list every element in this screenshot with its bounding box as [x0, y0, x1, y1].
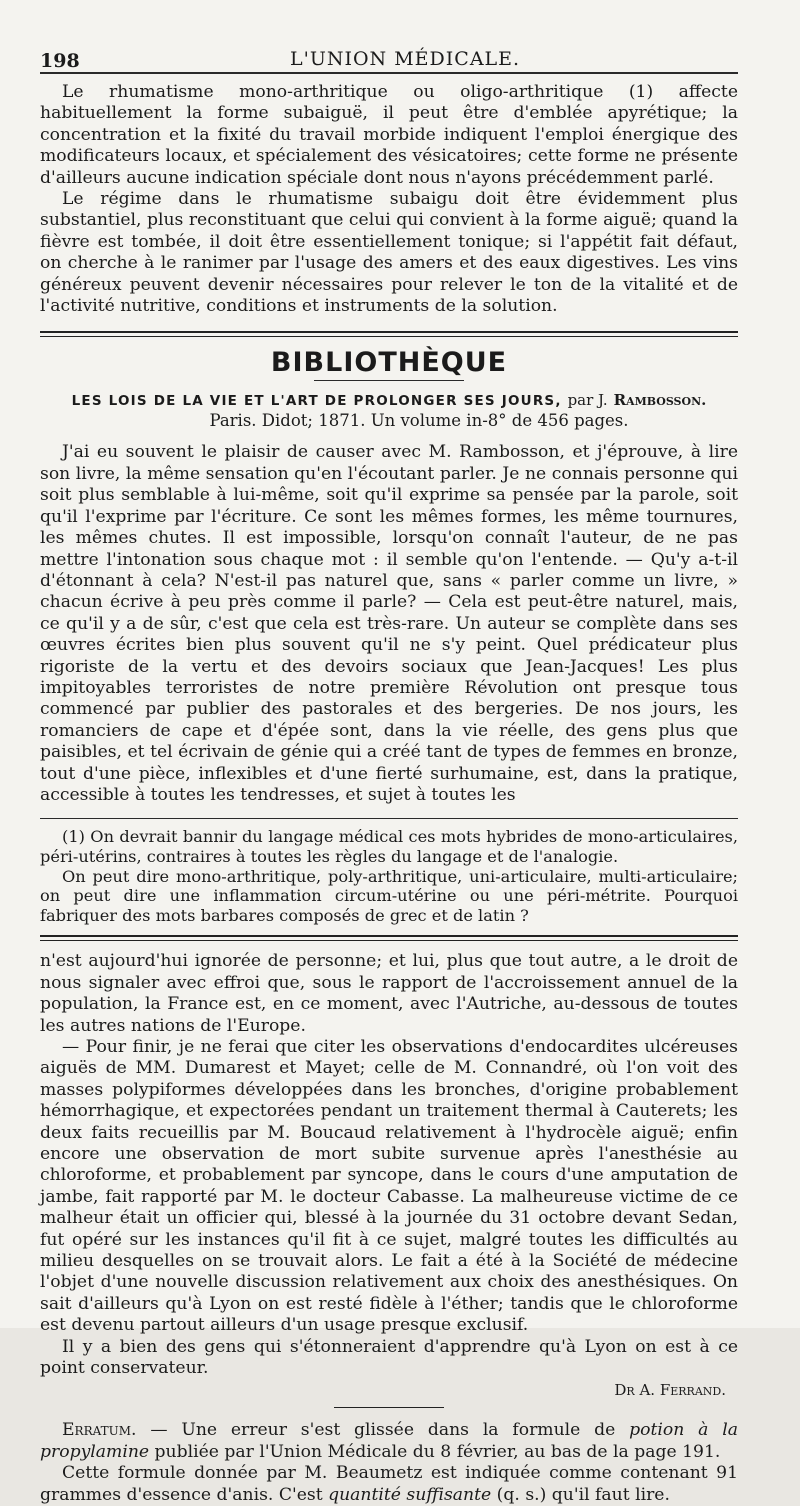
erratum-paragraph-1 — [40, 1420, 738, 1463]
review-paragraph: J'ai eu souvent le plaisir de causer avec M. Rambosson, et j'éprouve, à lire son livre, la même sensation qu'en l'écoutant parler. Je ne connais personne qui soit plus semblable à lui-même, soit qu'il exprime sa pensée par la parole, soit qu'il l'exprime par l'écriture. Ce sont les mêmes formes, les même tournures, les mêmes chutes. Il est impossible, lorsqu'on connaît l'auteur, de ne pas mettre l'intonation sous chaque mot : il semble qu'on l'entende. — Qu'y a-t-il d'étonnant à cela? N'est-il pas naturel que, sans « parler comme un livre, » chacun écrive à peu près comme il parle? — Cela est peut-être naturel, mais, ce qu'il y a de sûr, c'est que cela est très-rare. Un auteur se complète dans ses œuvres écrites bien plus souvent qu'il ne s'y peint. Quel prédicateur plus rigoriste de la vertu et des devoirs sociaux que Jean-Jacques! Les plus impitoyables terroristes de notre première Révolution ont presque tous commencé par publier des pastorales et des bergeries. De nos jours, les romanciers de cape et d'épée sont, dans la vie réelle, des gens plus que paisibles, et tel écrivain de génie qui a créé tant de types de femmes en bronze, tout d'une pièce, inflexibles et d'une fierté surhumaine, est, dans la pratique, accessible à toutes les tendresses, et sujet à toutes les — [40, 442, 738, 805]
signature: Dr A. Ferrand. — [614, 1381, 726, 1400]
footnote-rule — [40, 818, 738, 819]
erratum-formula: potion à la propylamine — [40, 1420, 738, 1462]
footnote-paragraph-2: On peut dire mono-arthritique, poly-arthritique, uni-articulaire, multi-articulaire; on peut dire une inflammation circum-utérine ou une péri-métrite. Pourquoi fabriquer des mots barbares composés de grec et de latin ? — [40, 866, 738, 925]
continuation-paragraph-2: — Pour finir, je ne ferai que citer les observations d'endocardites ulcéreuses aiguës de MM. Dumarest et Mayet; celle de M. Connandré, où l'on voit des masses polypiformes développées dans les bronches, d'origine probablement hémorrhagique, et expectorées pendant un traitement thermal à Cauterets; les deux faits recueillis par M. Boucaud relativement à l'hydrocèle aiguë; enfin encore une observation de mort subite survenue après l'anesthésie au chloroforme, et probablement par syncope, dans le cours d'une amputation de jambe, fait rapporté par M. le docteur Cabasse. La malheureuse victime de ce malheur était un officier qui, blessé à la journée du 31 octobre devant Sedan, fut opéré sur les instances qu'il fit à ce sujet, malgré toutes les difficultés au milieu desquelles on se trouvait alors. Le fait a été à la Société de médecine l'objet d'une nouvelle discussion relativement aux choix des anesthésiques. On sait d'ailleurs qu'à Lyon on est resté fidèle à l'éther; tandis que le chloroforme est devenu partout ailleurs d'un usage presque exclusif. — [40, 1036, 738, 1336]
intro-paragraph-2: Le régime dans le rhumatisme subaigu doit être évidemment plus substantiel, plus reconstituant que celui qui convient à la forme aiguë; quand la fièvre est tombée, il doit être essentiellement tonique; si l'appétit fait défaut, on cherche à le ranimer par l'usage des amers et des eaux digestives. Les vins généreux peuvent devenir nécessaires pour relever le ton de la vitalité et de l'activité nutritive, conditions et instruments de la solution. — [40, 189, 738, 317]
erratum-rule — [334, 1407, 444, 1408]
intro-section — [40, 82, 738, 317]
book-title-text: LES LOIS DE LA VIE ET L'ART DE PROLONGER SES JOURS, — [71, 393, 562, 410]
continuation-paragraph-1: n'est aujourd'hui ignorée de personne; et lui, plus que tout autre, a le droit de nous signaler avec effroi que, sous le rapport de l'accroissement annuel de la population, la France est, en ce moment, avec l'Autriche, au-dessous de toutes les autres nations de l'Europe. — [40, 951, 738, 1036]
erratum-text-b: publiée par l'Union Médicale du 8 février, au bas de la page 191. — [149, 1441, 721, 1462]
page-number: 198 — [40, 50, 80, 72]
section-title: BIBLIOTHÈQUE — [270, 347, 508, 379]
book-by: par J. — [567, 391, 608, 410]
erratum-section — [40, 1420, 738, 1506]
book-publication: Paris. Didot; 1871. Un volume in-8° de 456 pages. — [209, 411, 629, 431]
erratum-paragraph-2 — [40, 1463, 738, 1506]
book-title — [40, 391, 738, 409]
erratum-label: Erratum. — [62, 1420, 137, 1441]
section-rule — [40, 331, 738, 337]
book-author: Rambosson. — [613, 391, 707, 410]
intro-paragraph-1: Le rhumatisme mono-arthritique ou oligo-arthritique (1) affecte habituellement la forme subaiguë, il peut être d'emblée apyrétique; la concentration et la fixité du travail morbide indiquent l'emploi énergique des modificateurs locaux, et spécialement des vésicatoires; cette forme ne présente d'ailleurs aucune indication spéciale dont nous n'ayons précédemment parlé. — [40, 82, 738, 188]
erratum-text-a: — Une erreur s'est glissée dans la formule de — [136, 1420, 630, 1441]
erratum-text-d: (q. s.) qu'il faut lire. — [491, 1484, 670, 1505]
erratum-text-c: Cette formule donnée par M. Beaumetz est indiquée comme contenant 91 grammes d'essence d'anis. C'est — [40, 1463, 738, 1505]
column-break-rule — [40, 935, 738, 941]
running-head: L'UNION MÉDICALE. — [290, 48, 521, 70]
erratum-correction: quantité suffisante — [328, 1484, 492, 1505]
continuation-paragraph-3: Il y a bien des gens qui s'étonneraient d'apprendre qu'à Lyon on est à ce point conservateur. — [40, 1336, 738, 1379]
section-title-underline — [314, 380, 464, 381]
continuation-section — [40, 951, 738, 1399]
header-rule — [40, 72, 738, 74]
footnote-paragraph-1: (1) On devrait bannir du langage médical ces mots hybrides de mono-articulaires, péri-utérins, contraires à toutes les règles du langage et de l'analogie. — [40, 827, 738, 866]
footnote — [40, 827, 738, 925]
page-header — [40, 38, 738, 72]
